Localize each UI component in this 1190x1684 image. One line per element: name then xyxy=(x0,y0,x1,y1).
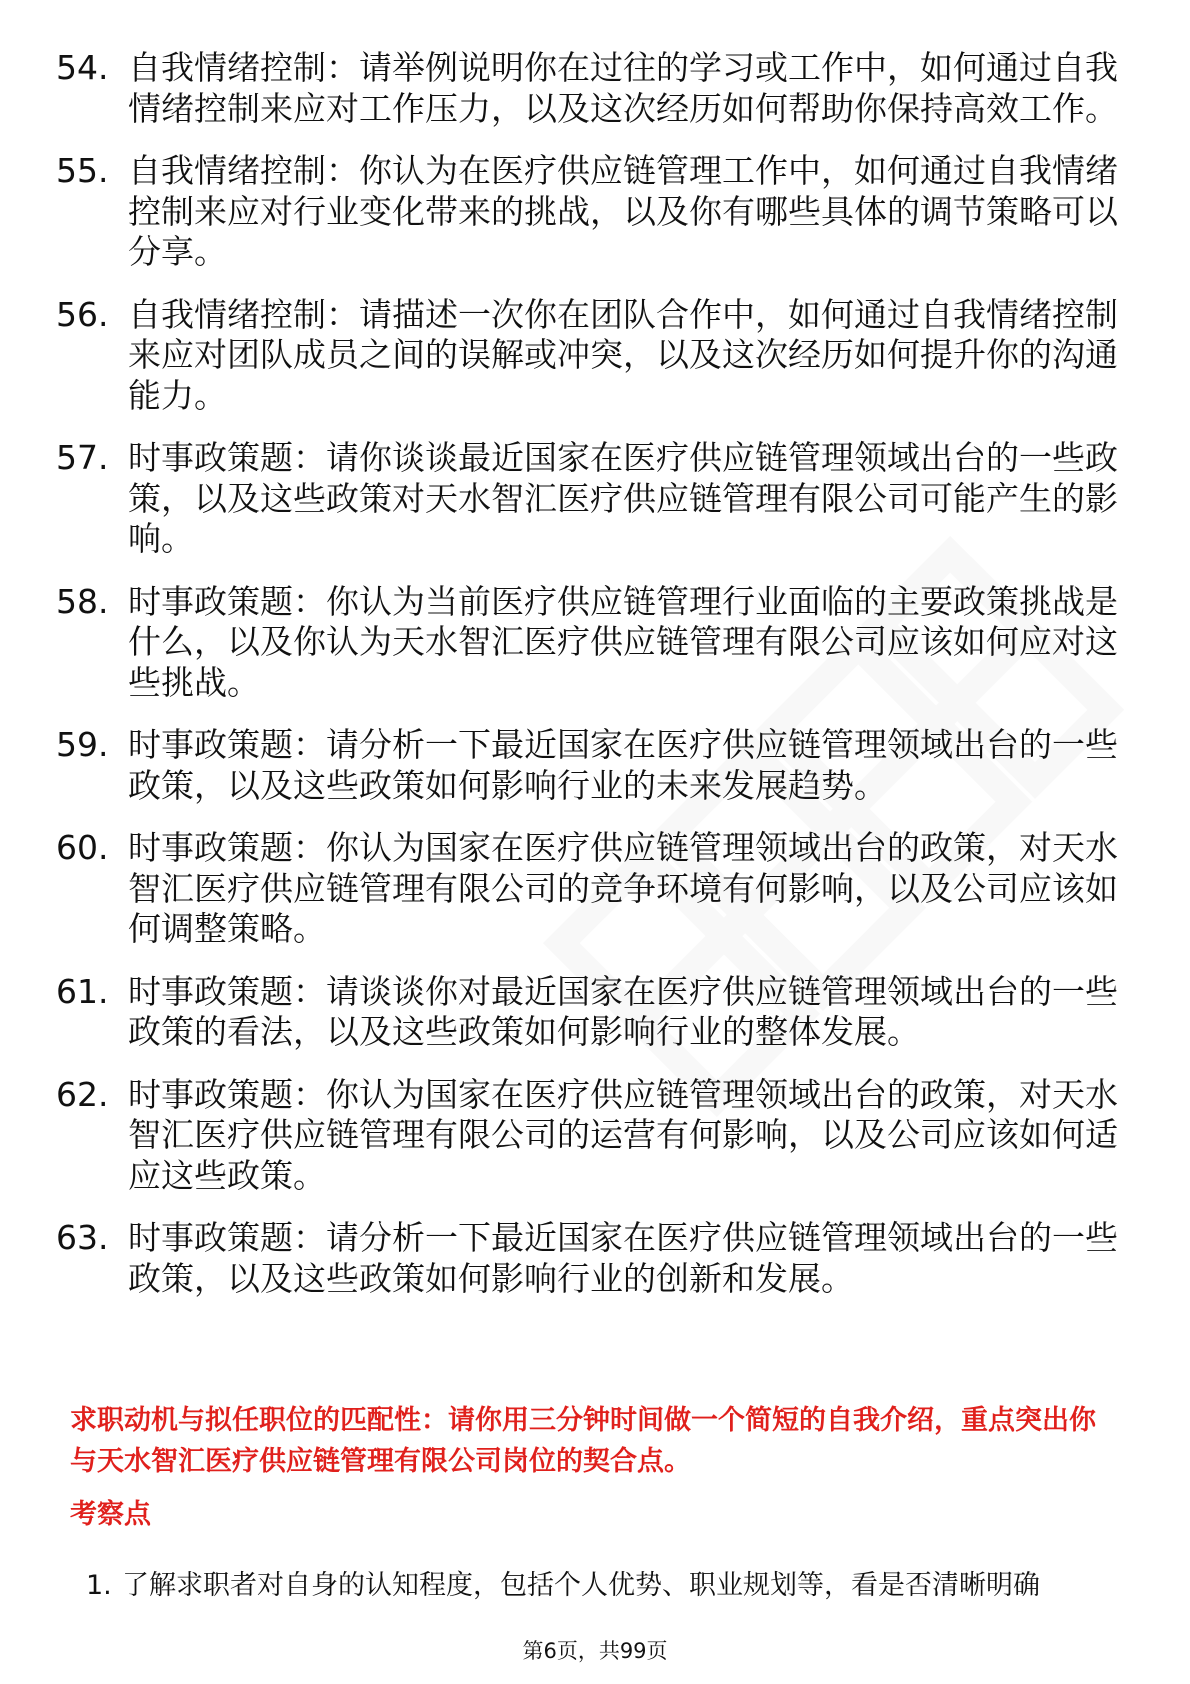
question-number: 57. xyxy=(56,438,109,477)
highlighted-question: 求职动机与拟任职位的匹配性：请你用三分钟时间做一个简短的自我介绍，重点突出你与天水智汇医疗供应链管理有限公司岗位的契合点。 xyxy=(70,1405,1096,1477)
question-text: 时事政策题：你认为当前医疗供应链管理行业面临的主要政策挑战是什么，以及你认为天水智汇医疗供应链管理有限公司应该如何应对这些挑战。 xyxy=(128,581,1118,702)
question-number: 60. xyxy=(56,828,109,867)
question-item xyxy=(56,972,1126,1053)
question-item xyxy=(56,1218,1126,1299)
question-text: 时事政策题：你认为国家在医疗供应链管理领域出台的政策，对天水智汇医疗供应链管理有限公司的竞争环境有何影响，以及公司应该如何调整策略。 xyxy=(128,828,1118,948)
question-list xyxy=(56,48,1126,1321)
question-number: 61. xyxy=(56,971,109,1011)
question-item xyxy=(56,295,1126,417)
question-number: 62. xyxy=(56,1074,109,1114)
question-number: 59. xyxy=(56,725,109,764)
question-text: 时事政策题：请你谈谈最近国家在医疗供应链管理领域出台的一些政策，以及这些政策对天水智汇医疗供应链管理有限公司可能产生的影响。 xyxy=(128,438,1118,558)
question-item xyxy=(56,828,1126,950)
question-item xyxy=(56,48,1126,129)
assessment-point xyxy=(86,1568,1126,1604)
question-text: 自我情绪控制：请描述一次你在团队合作中，如何通过自我情绪控制来应对团队成员之间的误解或冲突，以及这次经历如何提升你的沟通能力。 xyxy=(128,294,1118,415)
question-item xyxy=(56,151,1126,273)
question-text: 时事政策题：请分析一下最近国家在医疗供应链管理领域出台的一些政策，以及这些政策如何影响行业的未来发展趋势。 xyxy=(128,725,1118,805)
question-number: 55. xyxy=(56,151,109,190)
question-number: 54. xyxy=(56,48,109,87)
question-number: 58. xyxy=(56,581,109,621)
question-text: 时事政策题：你认为国家在医疗供应链管理领域出台的政策，对天水智汇医疗供应链管理有限公司的运营有何影响，以及公司应该如何适应这些政策。 xyxy=(128,1074,1118,1195)
question-number: 63. xyxy=(56,1218,109,1257)
question-item xyxy=(56,438,1126,560)
section-heading: 考察点 xyxy=(70,1499,151,1530)
question-item xyxy=(56,1075,1126,1197)
question-item xyxy=(56,725,1126,806)
point-number: 1. xyxy=(86,1570,112,1601)
question-text: 时事政策题：请分析一下最近国家在医疗供应链管理领域出台的一些政策，以及这些政策如何影响行业的创新和发展。 xyxy=(128,1218,1118,1298)
question-text: 时事政策题：请谈谈你对最近国家在医疗供应链管理领域出台的一些政策的看法，以及这些政策如何影响行业的整体发展。 xyxy=(128,971,1118,1051)
question-item xyxy=(56,582,1126,704)
point-text: 了解求职者对自身的认知程度，包括个人优势、职业规划等，看是否清晰明确 xyxy=(122,1570,1040,1601)
page-footer: 第6页，共99页 xyxy=(522,1639,668,1663)
question-text: 自我情绪控制：请举例说明你在过往的学习或工作中，如何通过自我情绪控制来应对工作压力，以及这次经历如何帮助你保持高效工作。 xyxy=(128,48,1118,128)
question-text: 自我情绪控制：你认为在医疗供应链管理工作中，如何通过自我情绪控制来应对行业变化带来的挑战，以及你有哪些具体的调节策略可以分享。 xyxy=(128,151,1118,271)
question-number: 56. xyxy=(56,294,109,334)
